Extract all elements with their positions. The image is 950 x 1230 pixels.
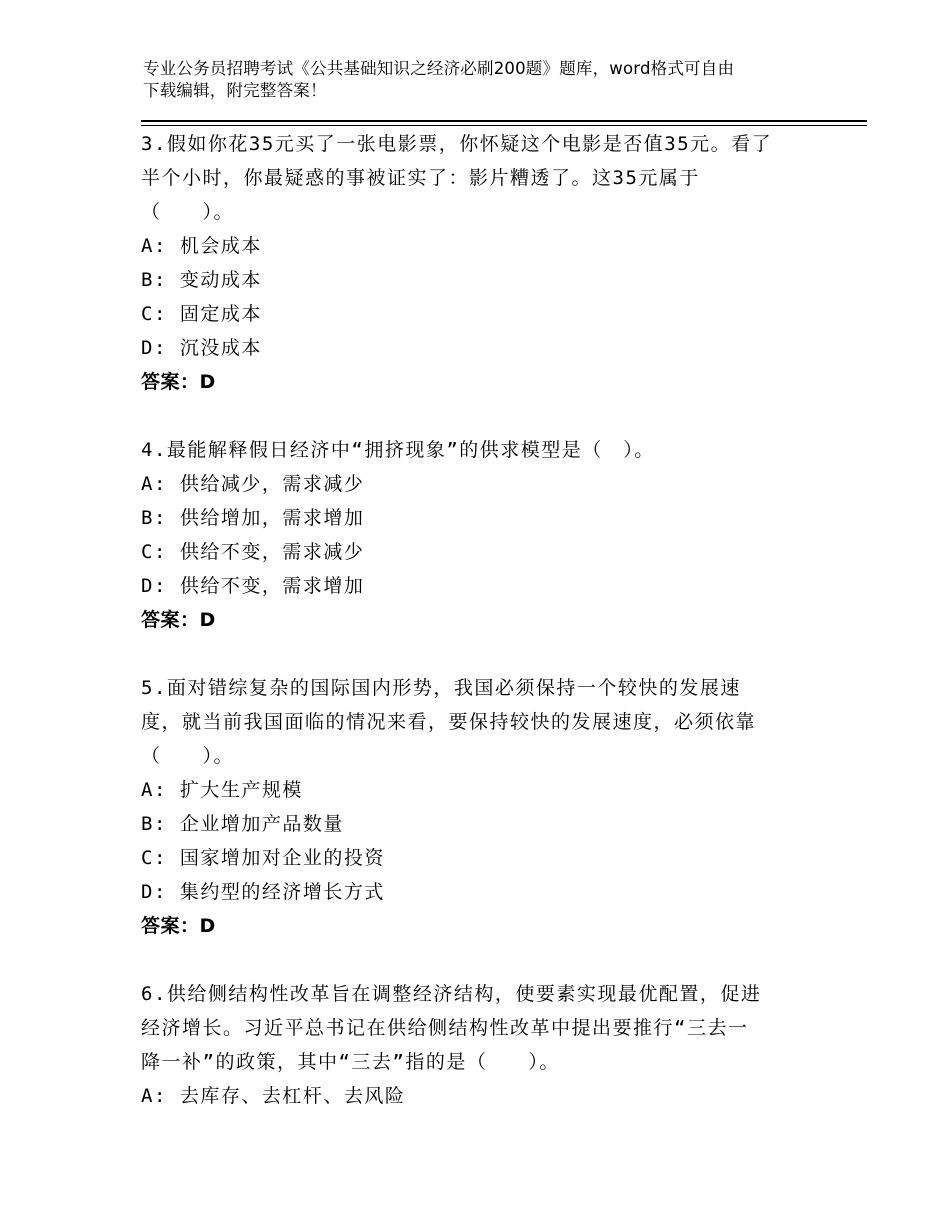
question-6 (141, 977, 821, 1113)
header-line-2: 下载编辑，附完整答案！ (143, 81, 327, 100)
option-c: C: 国家增加对企业的投资 (141, 847, 385, 869)
question-4 (141, 433, 821, 637)
question-stem (141, 127, 821, 229)
question-list (141, 127, 821, 1113)
answer-label: 答案：D (141, 371, 216, 393)
question-stem (141, 433, 821, 467)
option-d: D: 供给不变，需求增加 (141, 575, 365, 597)
header-line-1: 专业公务员招聘考试《公共基础知识之经济必刷200题》题库，word格式可自由 (143, 59, 735, 78)
stem-line: 经济增长。习近平总书记在供给侧结构性改革中提出要推行“三去一 (141, 1017, 749, 1039)
question-stem (141, 671, 821, 773)
question-stem (141, 977, 821, 1079)
spacer (141, 943, 821, 977)
option-d: D: 集约型的经济增长方式 (141, 881, 385, 903)
option-c: C: 供给不变，需求减少 (141, 541, 365, 563)
stem-line: 3.假如你花35元买了一张电影票，你怀疑这个电影是否值35元。看了 (141, 133, 773, 155)
answer-label: 答案：D (141, 915, 216, 937)
stem-line: （ ）。 (141, 201, 235, 223)
stem-line: 度，就当前我国面临的情况来看，要保持较快的发展速度，必须依靠 (141, 711, 757, 733)
question-3 (141, 127, 821, 399)
option-b: B: 变动成本 (141, 269, 262, 291)
question-5 (141, 671, 821, 943)
option-b: B: 供给增加，需求增加 (141, 507, 365, 529)
stem-line: 半个小时，你最疑惑的事被证实了：影片糟透了。这35元属于 (141, 167, 700, 189)
option-b: B: 企业增加产品数量 (141, 813, 344, 835)
header-divider-thin (141, 125, 867, 126)
option-a: A: 扩大生产规模 (141, 779, 303, 801)
spacer (141, 399, 821, 433)
stem-line: 降一补”的政策，其中“三去”指的是（ ）。 (141, 1051, 560, 1073)
answer-label: 答案：D (141, 609, 216, 631)
stem-line: 6.供给侧结构性改革旨在调整经济结构，使要素实现最优配置，促进 (141, 983, 762, 1005)
option-a: A: 去库存、去杠杆、去风险 (141, 1085, 406, 1107)
option-c: C: 固定成本 (141, 303, 262, 325)
stem-line: 4.最能解释假日经济中“拥挤现象”的供求模型是（ ）。 (141, 439, 655, 461)
stem-line: 5.面对错综复杂的国际国内形势，我国必须保持一个较快的发展速 (141, 677, 741, 699)
stem-line: （ ）。 (141, 745, 235, 767)
option-a: A: 供给减少，需求减少 (141, 473, 365, 495)
option-a: A: 机会成本 (141, 235, 262, 257)
option-d: D: 沉没成本 (141, 337, 262, 359)
spacer (141, 637, 821, 671)
header-divider-thick (141, 120, 867, 122)
document-header (143, 58, 803, 102)
